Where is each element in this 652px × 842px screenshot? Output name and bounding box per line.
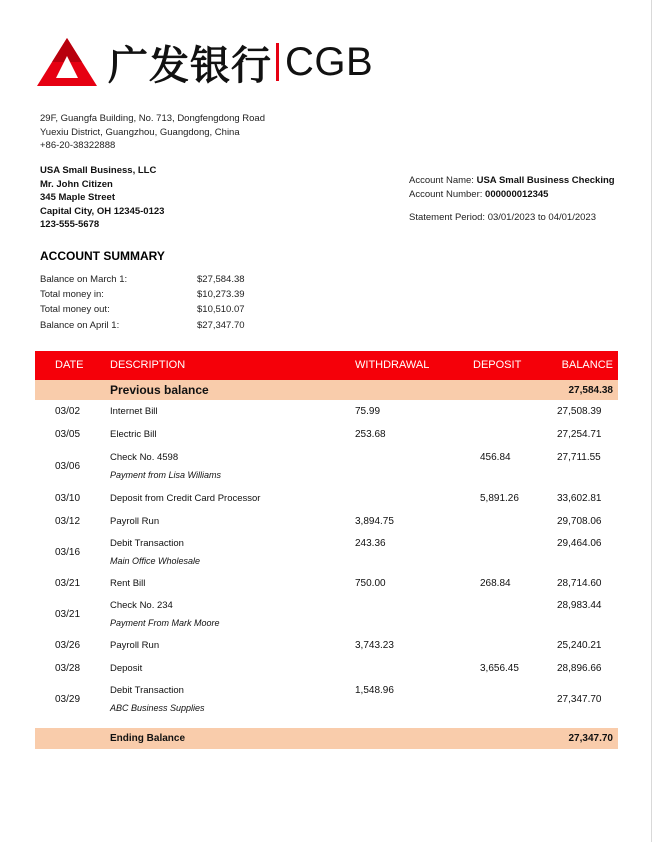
row-description: Payroll Run — [110, 640, 160, 651]
row-date: 03/05 — [55, 429, 81, 440]
bank-address — [40, 112, 265, 153]
row-deposit: 3,656.45 — [480, 663, 519, 674]
ending-balance-value: 27,347.70 — [568, 733, 613, 744]
row-description: Internet Bill — [110, 406, 158, 417]
row-withdrawal: 75.99 — [355, 406, 381, 417]
row-deposit: 5,891.26 — [480, 493, 519, 504]
row-date: 03/26 — [55, 640, 81, 651]
row-deposit: 268.84 — [480, 578, 511, 589]
row-balance: 29,708.06 — [557, 516, 602, 527]
row-balance: 28,983.44 — [557, 600, 602, 611]
account-number-label: Account Number: — [409, 188, 483, 200]
summary-row — [40, 304, 300, 319]
bank-logo — [36, 36, 373, 88]
account-name-label: Account Name: — [409, 175, 474, 186]
cgb-logo-icon — [36, 36, 98, 88]
row-subdescription: Payment from Lisa Williams — [110, 470, 221, 480]
statement-period-value: 03/01/2023 to 04/01/2023 — [487, 212, 596, 223]
row-subdescription: Main Office Wholesale — [110, 556, 201, 566]
summary-row — [40, 289, 300, 304]
row-withdrawal: 3,894.75 — [355, 516, 394, 527]
customer-phone: 123-555-5678 — [40, 219, 100, 230]
summary-label: Total money in: — [40, 289, 104, 301]
row-date: 03/10 — [55, 493, 81, 504]
row-description: Debit Transaction — [110, 685, 184, 696]
account-info — [409, 174, 615, 201]
row-description: Deposit — [110, 663, 143, 674]
statement-period — [409, 212, 596, 223]
bank-name-cn: 广发银行 — [108, 43, 272, 88]
account-summary — [40, 274, 300, 335]
header-balance: BALANCE — [561, 359, 613, 371]
row-date: 03/21 — [55, 609, 81, 620]
ending-balance-row — [35, 728, 618, 749]
customer-block — [40, 164, 164, 232]
row-description: Check No. 4598 — [110, 452, 179, 463]
bank-address-line: 29F, Guangfa Building, No. 713, Dongfengdong Road — [40, 113, 265, 124]
row-withdrawal: 253.68 — [355, 429, 386, 440]
customer-contact: Mr. John Citizen — [40, 178, 113, 190]
row-date: 03/16 — [55, 547, 81, 558]
row-balance: 27,711.55 — [557, 452, 601, 463]
row-balance: 28,896.66 — [557, 663, 602, 674]
summary-row — [40, 320, 300, 335]
row-balance: 27,508.39 — [557, 406, 602, 417]
ending-balance-label: Ending Balance — [110, 733, 186, 744]
row-balance: 33,602.81 — [557, 493, 602, 504]
logo-divider — [276, 43, 279, 81]
previous-balance-row — [35, 380, 618, 400]
summary-title: ACCOUNT SUMMARY — [40, 249, 165, 263]
row-subdescription: ABC Business Supplies — [110, 703, 205, 713]
row-withdrawal: 750.00 — [355, 578, 386, 589]
account-number: 000000012345 — [485, 188, 549, 200]
summary-row — [40, 274, 300, 289]
row-balance: 28,714.60 — [557, 578, 602, 589]
transactions-table-header — [35, 351, 618, 380]
row-description: Check No. 234 — [110, 600, 173, 611]
row-description: Rent Bill — [110, 578, 146, 589]
row-date: 03/28 — [55, 663, 81, 674]
summary-value: $10,510.07 — [197, 304, 245, 316]
header-withdrawal: WITHDRAWAL — [355, 359, 430, 371]
header-date: DATE — [55, 359, 84, 371]
row-deposit: 456.84 — [480, 452, 511, 463]
previous-balance-value: 27,584.38 — [568, 385, 613, 396]
row-balance: 29,464.06 — [557, 538, 602, 549]
row-withdrawal: 3,743.23 — [355, 640, 394, 651]
previous-balance-label: Previous balance — [110, 383, 209, 397]
bank-phone: +86-20-38322888 — [40, 140, 116, 151]
row-balance: 27,254.71 — [557, 429, 602, 440]
row-balance: 27,347.70 — [557, 694, 602, 705]
row-withdrawal: 243.36 — [355, 538, 386, 549]
summary-label: Balance on April 1: — [40, 319, 120, 331]
header-description: DESCRIPTION — [110, 359, 186, 371]
row-date: 03/12 — [55, 516, 81, 527]
summary-value: $27,347.70 — [197, 319, 245, 331]
customer-street: 345 Maple Street — [40, 192, 115, 203]
row-description: Debit Transaction — [110, 538, 184, 549]
summary-value: $10,273.39 — [197, 289, 245, 301]
row-date: 03/29 — [55, 694, 81, 705]
row-description: Deposit from Credit Card Processor — [110, 493, 261, 504]
row-description: Payroll Run — [110, 516, 160, 527]
bank-address-line: Yuexiu District, Guangzhou, Guangdong, China — [40, 126, 240, 138]
account-name: USA Small Business Checking — [476, 175, 615, 186]
summary-label: Balance on March 1: — [40, 274, 128, 285]
statement-period-label: Statement Period: — [409, 212, 486, 223]
row-date: 03/02 — [55, 406, 81, 417]
row-description: Electric Bill — [110, 429, 157, 440]
row-withdrawal: 1,548.96 — [355, 685, 394, 696]
row-date: 03/21 — [55, 578, 81, 589]
row-subdescription: Payment From Mark Moore — [110, 618, 220, 628]
row-date: 03/06 — [55, 461, 81, 472]
summary-label: Total money out: — [40, 304, 110, 316]
customer-company: USA Small Business, LLC — [40, 165, 157, 176]
bank-name-en: CGB — [285, 39, 374, 84]
summary-value: $27,584.38 — [197, 274, 245, 285]
customer-city: Capital City, OH 12345-0123 — [40, 205, 165, 217]
row-balance: 25,240.21 — [557, 640, 602, 651]
header-deposit: DEPOSIT — [473, 359, 522, 371]
